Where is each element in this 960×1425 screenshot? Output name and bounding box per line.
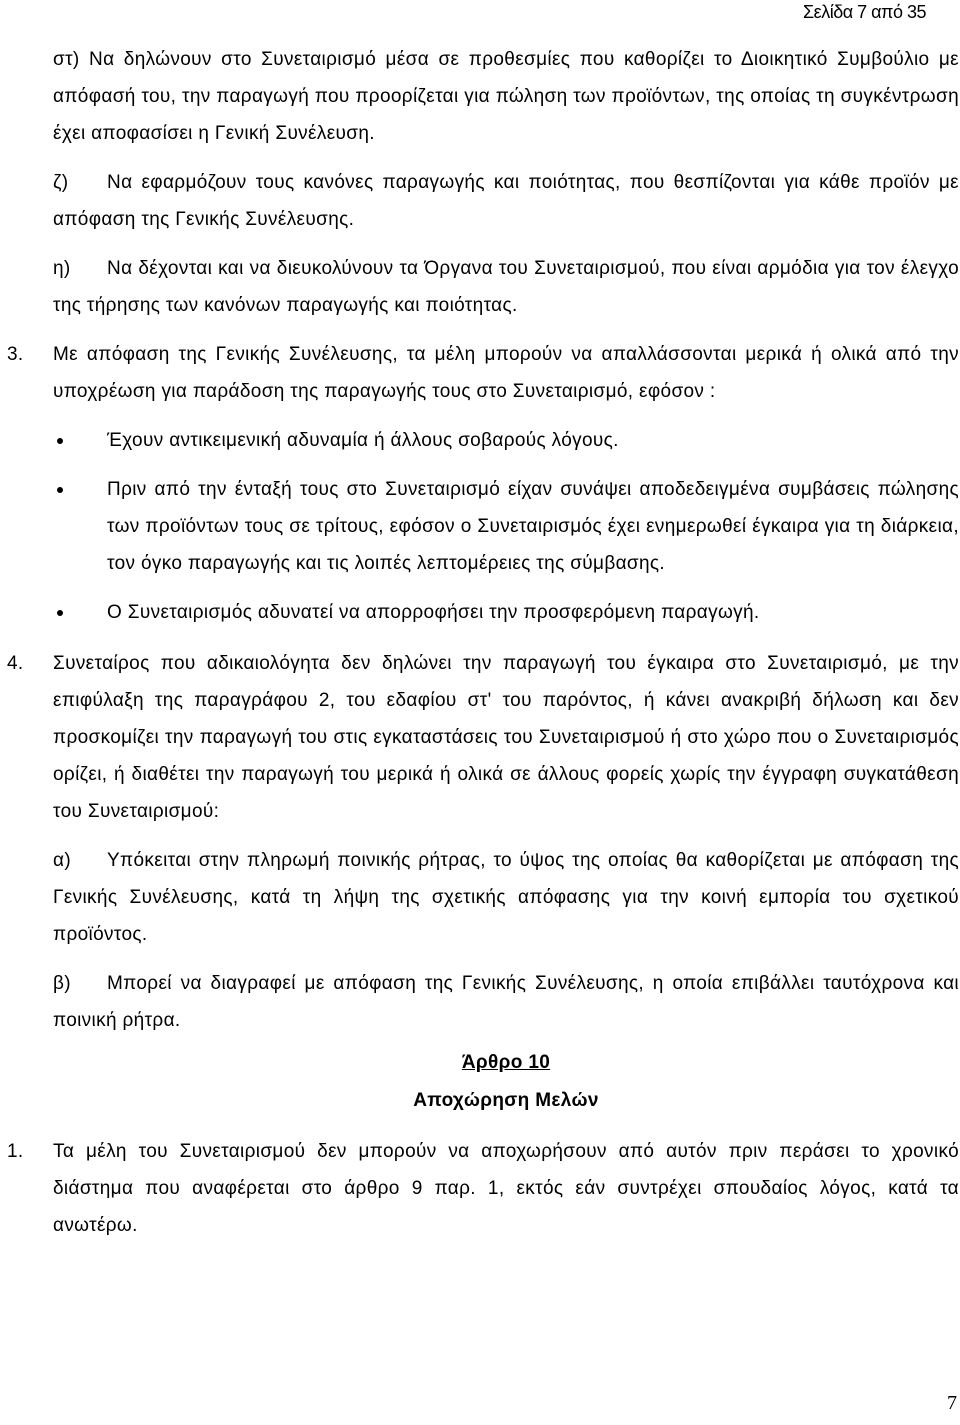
page-header-label: Σελίδα 7 από 35 [803, 2, 926, 22]
paragraph-st: στ) Να δηλώνουν στο Συνεταιρισμό μέσα σε προθεσμίες που καθορίζει το Διοικητικό Συμβούλιο με απόφασή του, την παραγωγή που προορίζεται για πώληση των προϊόντων, της οποίας τη συγκέντρωση έχει αποφασίσει η Γενική Συνέλευση. [53, 49, 959, 144]
item-1-number: 1. [7, 1141, 24, 1162]
page-number: 7 [947, 1392, 957, 1414]
paragraph-b [53, 965, 959, 1039]
document-body [7, 41, 959, 1244]
numbered-item-4 [7, 645, 959, 830]
bullet-list [53, 422, 959, 631]
bullet-item: Έχουν αντικειμενική αδυναμία ή άλλους σοβαρούς λόγους. [53, 422, 959, 459]
paragraph-h-label: η) [53, 258, 71, 279]
bullet-item: Ο Συνεταιρισμός αδυνατεί να απορροφήσει την προσφερόμενη παραγωγή. [53, 594, 959, 631]
article-subtitle: Αποχώρηση Μελών [413, 1090, 599, 1111]
numbered-item-1 [7, 1133, 959, 1244]
numbered-item-3 [7, 336, 959, 410]
paragraph-z-text: Να εφαρμόζουν τους κανόνες παραγωγής και ποιότητας, που θεσπίζονται για κάθε προϊόν με απόφαση της Γενικής Συνέλευσης. [53, 172, 959, 230]
paragraph-a-label: α) [53, 850, 72, 871]
item-3-number: 3. [7, 344, 24, 365]
paragraph-h-text: Να δέχονται και να διευκολύνουν τα Όργανα του Συνεταιρισμού, που είναι αρμόδια για τον έλεγχο της τήρησης των κανόνων παραγωγής και ποιότητας. [53, 258, 959, 316]
item-4-text: Συνεταίρος που αδικαιολόγητα δεν δηλώνει την παραγωγή του έγκαιρα στο Συνεταιρισμό, με την επιφύλαξη της παραγράφου 2, του εδαφίου στ' του παρόντος, ή κάνει ανακριβή δήλωση και δεν προσκομίζει την παραγωγή του στις εγκαταστάσεις του Συνεταιρισμού ή στο χώρο που ο Συνεταιρισμός ορίζει, ή διαθέτει την παραγωγή του μερικά ή ολικά σε άλλους φορείς χωρίς την έγγραφη συγκατάθεση του Συνεταιρισμού: [53, 653, 959, 822]
bullet-item: Πριν από την ένταξή τους στο Συνεταιρισμό είχαν συνάψει αποδεδειγμένα συμβάσεις πώλησης των προϊόντων τους σε τρίτους, εφόσον ο Συνεταιρισμός έχει ενημερωθεί έγκαιρα για τη διάρκεια, τον όγκο παραγωγής και τις λοιπές λεπτομέρειες της σύμβασης. [53, 471, 959, 582]
paragraph-a-text: Υπόκειται στην πληρωμή ποινικής ρήτρας, το ύψος της οποίας θα καθορίζεται με απόφαση της Γενικής Συνέλευσης, κατά τη λήψη της σχετικής απόφασης για την κοινή εμπορία του σχετικού προϊόντος. [53, 850, 959, 945]
paragraph-b-label: β) [53, 973, 71, 994]
article-title: Άρθρο 10 [461, 1052, 551, 1073]
item-1-text: Τα μέλη του Συνεταιρισμού δεν μπορούν να αποχωρήσουν από αυτόν πριν περάσει το χρονικό διάστημα που αναφέρεται στο άρθρο 9 παρ. 1, εκτός εάν συντρέχει σπουδαίος λόγος, κατά τα ανωτέρω. [53, 1141, 959, 1236]
item-4-number: 4. [7, 653, 24, 674]
paragraph-a [53, 842, 959, 953]
paragraph-h [53, 250, 959, 324]
paragraph-z-label: ζ) [53, 172, 69, 193]
item-3-text: Με απόφαση της Γενικής Συνέλευσης, τα μέλη μπορούν να απαλλάσσονται μερικά ή ολικά από την υποχρέωση για παράδοση της παραγωγής τους στο Συνεταιρισμό, εφόσον : [53, 344, 959, 402]
paragraph-z [53, 164, 959, 238]
paragraph-b-text: Μπορεί να διαγραφεί με απόφαση της Γενικής Συνέλευσης, η οποία επιβάλλει ταυτόχρονα και ποινική ρήτρα. [53, 973, 959, 1031]
